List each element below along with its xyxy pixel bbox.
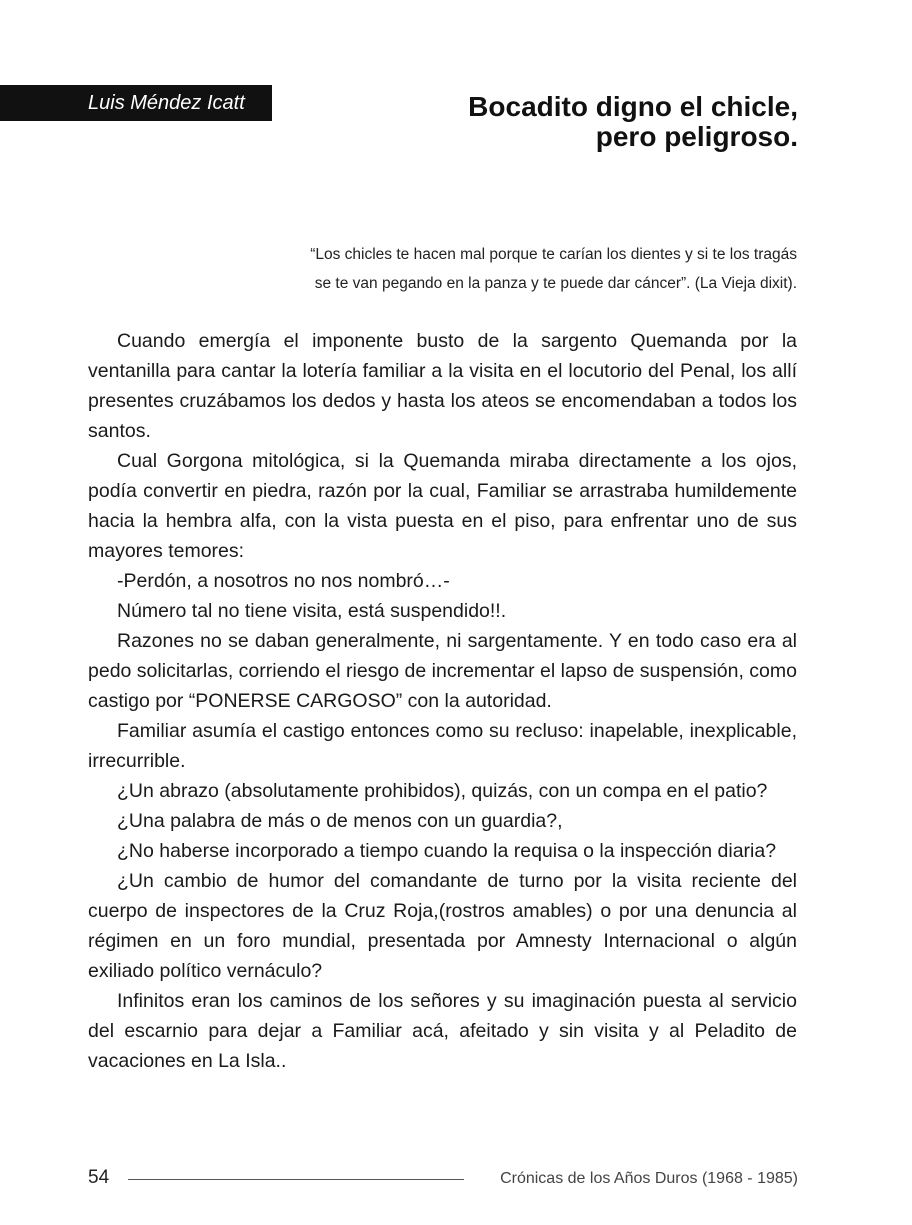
author-band <box>0 85 272 121</box>
epigraph <box>200 240 797 298</box>
paragraph-2: Cual Gorgona mitológica, si la Quemanda miraba directamente a los ojos, podía convertir en piedra, razón por la cual, Familiar se arrastraba humildemente hacia la hembra alfa, con la vista puesta en el piso, para enfrentar uno de sus mayores temores: <box>88 450 797 562</box>
chapter-title-line-2: pero peligroso. <box>595 121 798 152</box>
body-text <box>88 326 797 1076</box>
epigraph-line-1: “Los chicles te hacen mal porque te carían los dientes y si te los tragás <box>310 246 797 263</box>
paragraph-10: ¿Un cambio de humor del comandante de turno por la visita reciente del cuerpo de inspectores de la Cruz Roja,(rostros amables) o por una denuncia al régimen en un foro mundial, presentada por Amnesty Internacional o algún exiliado político vernáculo? <box>88 870 797 982</box>
chapter-title <box>338 92 798 152</box>
paragraph-6: Familiar asumía el castigo entonces como su recluso: inapelable, inexplicable, irrecurrible. <box>88 720 797 772</box>
paragraph-1: Cuando emergía el imponente busto de la sargento Quemanda por la ventanilla para cantar la lotería familiar a la visita en el locutorio del Penal, los allí presentes cruzábamos los dedos y hasta los ateos se encomendaban a todos los santos. <box>88 330 797 442</box>
footer-divider <box>128 1179 464 1180</box>
paragraph-5: Razones no se daban generalmente, ni sargentamente. Y en todo caso era al pedo solicitarlas, corriendo el riesgo de incrementar el lapso de suspensión, como castigo por “PONERSE CARGOSO” con la autoridad. <box>88 630 797 712</box>
paragraph-4: Número tal no tiene visita, está suspendido!!. <box>117 600 507 622</box>
book-title: Crónicas de los Años Duros (1968 - 1985) <box>500 1170 798 1187</box>
author-name: Luis Méndez Icatt <box>88 92 245 114</box>
paragraph-7: ¿Un abrazo (absolutamente prohibidos), quizás, con un compa en el patio? <box>117 780 768 802</box>
epigraph-line-2: se te van pegando en la panza y te puede dar cáncer”. (La Vieja dixit). <box>314 275 797 292</box>
paragraph-9: ¿No haberse incorporado a tiempo cuando la requisa o la inspección diaria? <box>117 840 777 862</box>
chapter-title-line-1: Bocadito digno el chicle, <box>468 91 798 122</box>
paragraph-3: -Perdón, a nosotros no nos nombró…- <box>117 570 450 592</box>
paragraph-8: ¿Una palabra de más o de menos con un guardia?, <box>117 810 563 832</box>
paragraph-11: Infinitos eran los caminos de los señores y su imaginación puesta al servicio del escarnio para dejar a Familiar acá, afeitado y sin visita y al Peladito de vacaciones en La Isla.. <box>88 990 797 1072</box>
page-number: 54 <box>88 1167 110 1188</box>
